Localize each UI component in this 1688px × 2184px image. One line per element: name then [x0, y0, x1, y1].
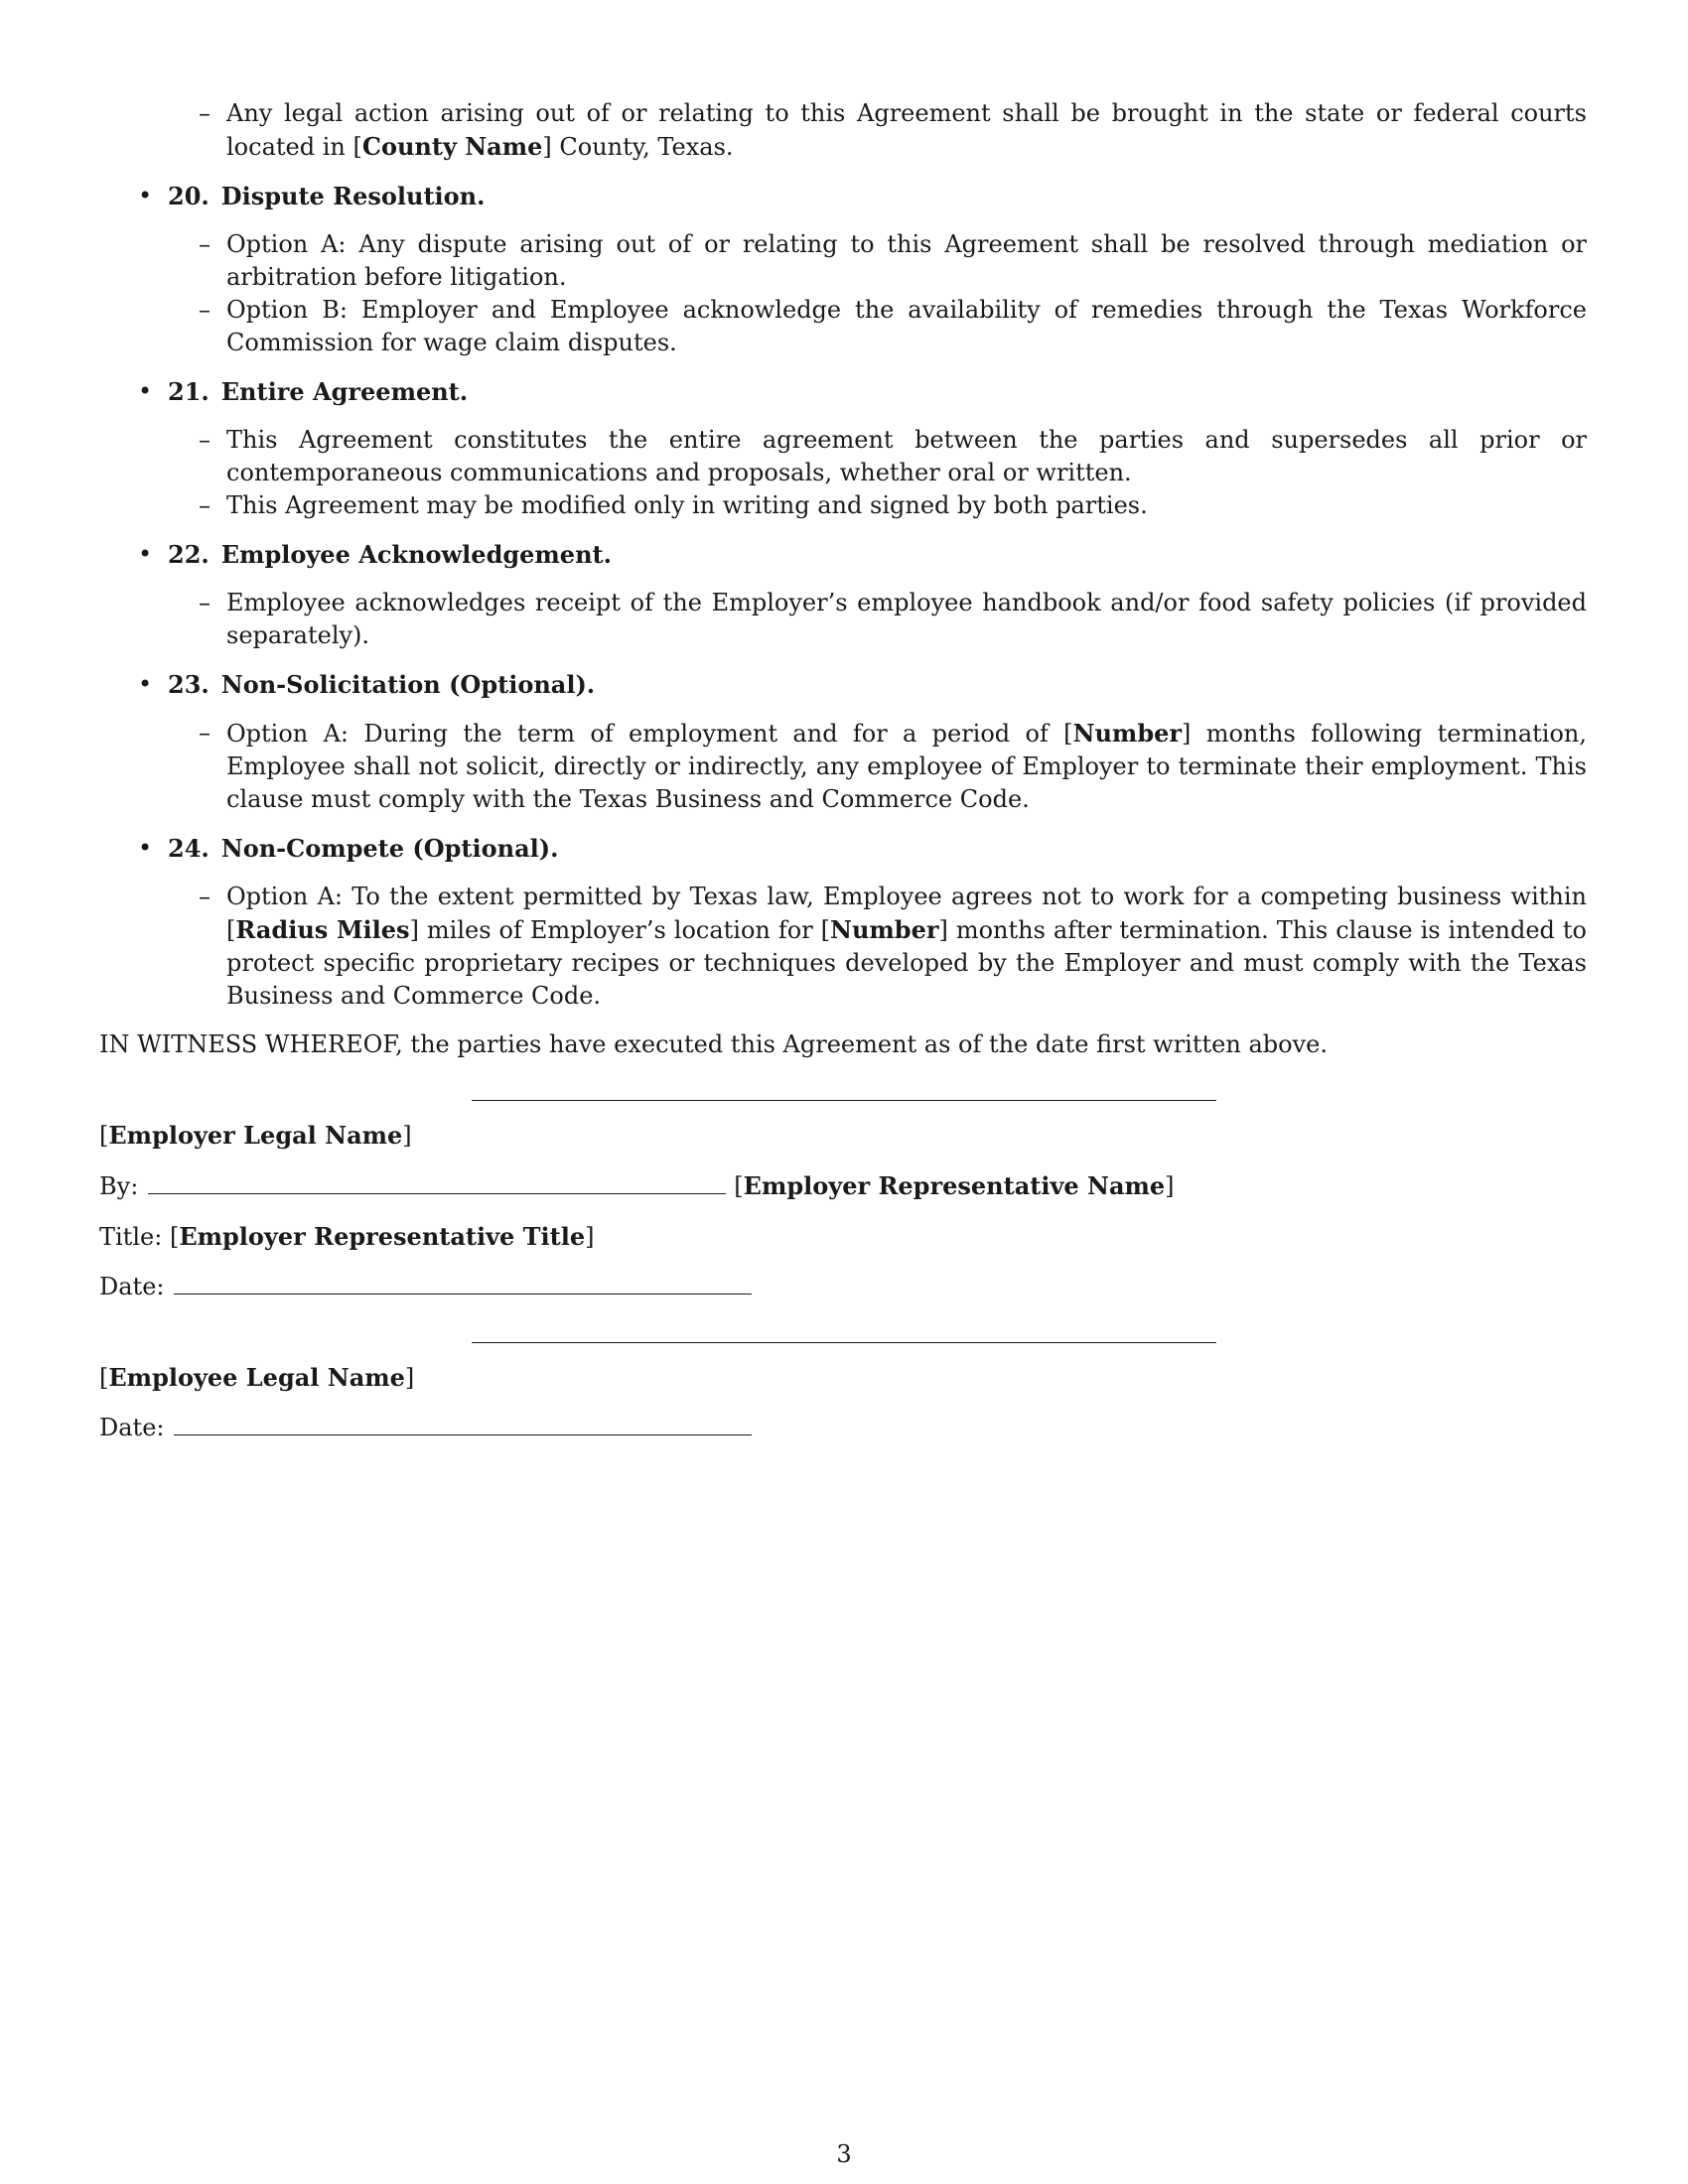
- placeholder-county-name: County Name: [361, 132, 543, 161]
- employer-signature-line[interactable]: [472, 1100, 1216, 1101]
- by-label: By:: [99, 1172, 139, 1200]
- clause-text: Option A: During the term of employment and for a period of [: [226, 720, 1073, 748]
- section-title: Non-Compete (Optional).: [220, 834, 559, 863]
- bracket: ]: [1165, 1172, 1175, 1200]
- section-23-heading: [138, 668, 1587, 701]
- placeholder-employer-representative-title: Employer Representative Title: [179, 1222, 586, 1251]
- list-item: [199, 881, 1588, 1013]
- clause-text: Any legal action arising out of or relating to this Agreement shall be brought in the state or federal courts located in [: [226, 99, 1587, 161]
- clause-text: Option A: To the extent permitted by Texas law, Employee agrees not to work for a competing business within [: [226, 883, 1587, 944]
- employee-date-row: [99, 1412, 1587, 1444]
- document-body: [99, 97, 1587, 1444]
- clause-text: ] months following termination, Employee shall not solicit, directly or indirectly, any employee of Employer to terminate their employment. This clause must comply with the Texas Business and Commerce Code.: [226, 720, 1587, 813]
- dash-marker: –: [199, 230, 211, 258]
- section-20-items: [99, 228, 1587, 359]
- bracket: ]: [402, 1122, 412, 1150]
- section-number: 24.: [168, 834, 210, 863]
- section-title: Employee Acknowledgement.: [220, 540, 612, 569]
- list-item: [199, 97, 1587, 164]
- dash-marker: –: [199, 719, 211, 747]
- employer-date-line[interactable]: [174, 1274, 752, 1295]
- section-21-items: [99, 424, 1587, 522]
- clause-text: Option A: Any dispute arising out of or relating to this Agreement shall be resolved through mediation or arbitration before litigation.: [226, 230, 1587, 291]
- bracket: [: [169, 1223, 180, 1251]
- section-21-heading: [138, 375, 1587, 408]
- list-item: [199, 294, 1587, 359]
- bracket: [: [99, 1364, 109, 1392]
- dash-marker: –: [199, 296, 211, 324]
- employer-signature-block: [99, 1061, 1587, 1303]
- title-label: Title:: [99, 1223, 163, 1251]
- clause-text: This Agreement constitutes the entire agreement between the parties and supersedes all prior or contemporaneous communications and proposals, whether oral or written.: [226, 426, 1587, 486]
- bracket: [: [734, 1172, 744, 1200]
- section-number: 21.: [168, 377, 210, 406]
- employee-signature-line[interactable]: [472, 1342, 1216, 1343]
- section-19-continuation: [99, 97, 1587, 164]
- employer-date-row: [99, 1271, 1587, 1303]
- section-22-heading: [138, 538, 1587, 571]
- bracket: ]: [404, 1364, 415, 1392]
- list-item: [199, 228, 1587, 294]
- section-20-heading: [138, 180, 1587, 212]
- section-22-items: [99, 587, 1587, 652]
- bullet-marker: •: [138, 182, 153, 209]
- employee-signature-block: [99, 1303, 1587, 1444]
- placeholder-employee-legal-name: Employee Legal Name: [108, 1363, 405, 1392]
- bracket: ]: [585, 1223, 595, 1251]
- section-title: Entire Agreement.: [220, 377, 469, 406]
- employer-title-row: [99, 1220, 1587, 1254]
- dash-marker: –: [199, 883, 211, 910]
- employer-legal-name: [99, 1119, 1587, 1153]
- clause-text: ] miles of Employer’s location for [: [409, 916, 831, 944]
- placeholder-employer-legal-name: Employer Legal Name: [108, 1121, 403, 1150]
- clause-text: ] County, Texas.: [542, 133, 734, 161]
- bullet-marker: •: [138, 670, 153, 698]
- bracket: [: [99, 1122, 109, 1150]
- bullet-marker: •: [138, 540, 153, 568]
- section-23-items: [99, 717, 1587, 816]
- section-24-heading: [138, 832, 1587, 865]
- section-title: Dispute Resolution.: [220, 182, 486, 210]
- section-24-items: [99, 881, 1587, 1013]
- employer-by-row: [99, 1169, 1587, 1203]
- dash-marker: –: [199, 426, 211, 454]
- clause-text: ] months after termination. This clause is intended to protect specific proprietary recipes or techniques developed by the Employer and must comply with the Texas Business and Commerce Code.: [226, 916, 1588, 1010]
- employer-representative-signature-line[interactable]: [148, 1173, 726, 1194]
- placeholder-number: Number: [830, 915, 939, 944]
- dash-marker: –: [199, 99, 211, 127]
- list-item: [199, 424, 1587, 489]
- section-number: 22.: [168, 540, 210, 569]
- dash-marker: –: [199, 491, 211, 519]
- date-label: Date:: [99, 1273, 165, 1300]
- bullet-marker: •: [138, 377, 153, 405]
- clause-text: Option B: Employer and Employee acknowledge the availability of remedies through the Texas Workforce Commission for wage claim disputes.: [226, 296, 1587, 356]
- page-number: 3: [836, 2140, 852, 2168]
- list-item: [199, 587, 1587, 652]
- clause-text: This Agreement may be modified only in writing and signed by both parties.: [226, 491, 1148, 519]
- placeholder-radius-miles: Radius Miles: [235, 915, 410, 944]
- witness-clause: IN WITNESS WHEREOF, the parties have executed this Agreement as of the date first written above.: [99, 1030, 1328, 1058]
- list-item: [199, 489, 1587, 522]
- employee-date-line[interactable]: [174, 1415, 752, 1435]
- section-number: 20.: [168, 182, 210, 210]
- bullet-marker: •: [138, 834, 153, 862]
- placeholder-employer-representative-name: Employer Representative Name: [743, 1171, 1166, 1200]
- section-title: Non-Solicitation (Optional).: [220, 670, 596, 699]
- list-item: [199, 717, 1587, 816]
- placeholder-number: Number: [1072, 719, 1183, 748]
- section-number: 23.: [168, 670, 210, 699]
- dash-marker: –: [199, 589, 211, 616]
- employee-legal-name: [99, 1361, 1587, 1395]
- clause-text: Employee acknowledges receipt of the Employer’s employee handbook and/or food safety policies (if provided separately).: [226, 589, 1587, 649]
- date-label: Date:: [99, 1414, 165, 1441]
